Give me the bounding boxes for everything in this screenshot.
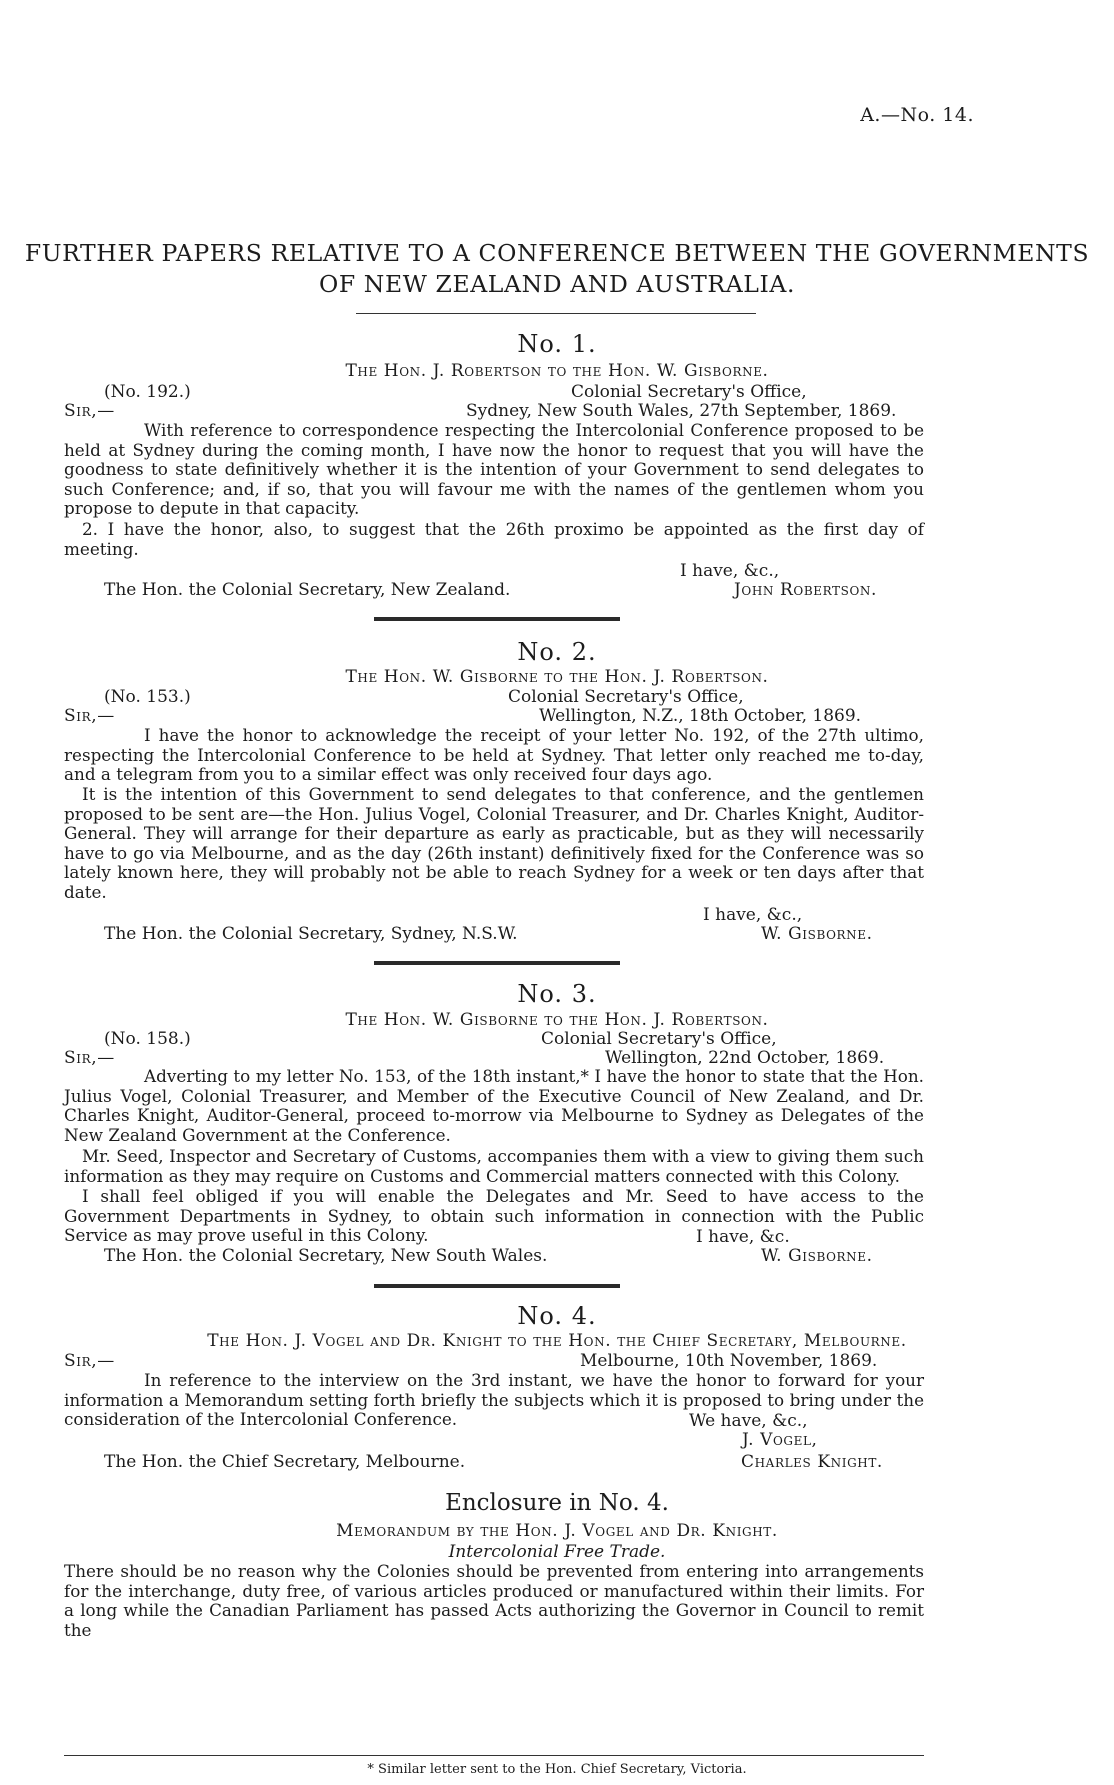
separator-rule-2 (374, 961, 620, 965)
doc4-place-date: Melbourne, 10th November, 1869. (580, 1351, 878, 1371)
separator-rule-1 (374, 617, 620, 621)
footnote-rule (64, 1755, 924, 1756)
doc3-office: Colonial Secretary's Office, (541, 1029, 777, 1049)
doc3-ref: (No. 158.) (104, 1029, 191, 1049)
doc2-closing: I have, &c., (703, 905, 803, 925)
enclosure-heading: Enclosure in No. 4. (445, 1490, 669, 1516)
separator-rule-3 (374, 1284, 620, 1288)
doc3-place-date: Wellington, 22nd October, 1869. (605, 1048, 885, 1068)
doc1-number: No. 1. (517, 330, 597, 358)
doc3-signature: W. Gisborne. (761, 1246, 873, 1266)
enclosure-subheading: Memorandum by the Hon. J. Vogel and Dr. Knight. (336, 1521, 778, 1541)
doc3-addressee: The Hon. the Colonial Secretary, New South Wales. (104, 1246, 548, 1266)
doc2-paragraph-2: It is the intention of this Government to send delegates to that conference, and the gentlemen proposed to be sent are—the Hon. Julius Vogel, Colonial Treasurer, and Dr. Charles Knight, Auditor-General. They will arrange for their departure as early as practicable, but as they will necessarily have to go via Melbourne, and as the day (26th instant) definitively fixed for the Conference was so lately known here, they will probably not be able to reach Sydney for a week or ten days after that date. (64, 784, 924, 902)
doc2-signature: W. Gisborne. (761, 924, 873, 944)
doc2-number: No. 2. (517, 638, 597, 666)
doc2-heading: The Hon. W. Gisborne to the Hon. J. Robertson. (345, 667, 769, 687)
doc4-heading: The Hon. J. Vogel and Dr. Knight to the Hon. the Chief Secretary, Melbourne. (207, 1331, 907, 1351)
doc1-ref: (No. 192.) (104, 382, 191, 402)
doc3-paragraph-2: Mr. Seed, Inspector and Secretary of Customs, accompanies them with a view to giving them such information as they may require on Customs and Commercial matters connected with this Colony. (64, 1146, 924, 1186)
doc2-salutation: Sir,— (64, 706, 115, 726)
doc1-closing: I have, &c., (680, 561, 780, 581)
doc2-office: Colonial Secretary's Office, (508, 687, 744, 707)
enclosure-topic: Intercolonial Free Trade. (448, 1542, 666, 1562)
doc3-heading: The Hon. W. Gisborne to the Hon. J. Robertson. (345, 1010, 769, 1030)
doc2-paragraph-1: I have the honor to acknowledge the receipt of your letter No. 192, of the 27th ultimo, respecting the Intercolonial Conference to be held at Sydney. That letter only reached me to-day, and a telegram from you to a similar effect was only received four days ago. (64, 725, 924, 784)
enclosure-paragraph-1: There should be no reason why the Colonies should be prevented from entering into arrangements for the interchange, duty free, of various articles produced or manufactured within their limits. For a long while the Canadian Parliament has passed Acts authorizing the Governor in Council to remit the (64, 1561, 924, 1640)
doc3-paragraph-1: Adverting to my letter No. 153, of the 18th instant,* I have the honor to state that the Hon. Julius Vogel, Colonial Treasurer, and Member of the Executive Council of New Zealand, and Dr. Charles Knight, Auditor-General, proceed to-morrow via Melbourne to Sydney as Delegates of the New Zealand Government at the Conference. (64, 1066, 924, 1145)
doc1-paragraph-2: 2. I have the honor, also, to suggest that the 26th proximo be appointed as the first day of meeting. (64, 519, 924, 559)
doc2-place-date: Wellington, N.Z., 18th October, 1869. (539, 706, 862, 726)
title-line-1: FURTHER PAPERS RELATIVE TO A CONFERENCE BETWEEN THE GOVERNMENTS (24, 239, 1090, 267)
doc1-heading: The Hon. J. Robertson to the Hon. W. Gisborne. (345, 361, 769, 381)
document-title (0, 238, 1114, 300)
doc1-signature: John Robertson. (734, 580, 878, 600)
doc2-addressee: The Hon. the Colonial Secretary, Sydney, N.S.W. (104, 924, 518, 944)
doc1-salutation: Sir,— (64, 401, 115, 421)
doc1-office: Colonial Secretary's Office, (571, 382, 807, 402)
doc3-number: No. 3. (517, 980, 597, 1008)
doc4-paragraph-1: In reference to the interview on the 3rd instant, we have the honor to forward for your information a Memorandum setting forth briefly the subjects which it is proposed to bring under the consideration of the Intercolonial Conference. (64, 1370, 924, 1429)
doc3-paragraph-3: I shall feel obliged if you will enable the Delegates and Mr. Seed to have access to the Government Departments in Sydney, to obtain such information in connection with the Public Service as may prove useful in this Colony. (64, 1186, 924, 1245)
doc4-salutation: Sir,— (64, 1351, 115, 1371)
doc2-ref: (No. 153.) (104, 687, 191, 707)
page-reference: A.—No. 14. (860, 104, 974, 126)
doc4-signature-knight: Charles Knight. (741, 1452, 883, 1472)
footnote: * Similar letter sent to the Hon. Chief Secretary, Victoria. (367, 1762, 747, 1777)
doc1-paragraph-1: With reference to correspondence respecting the Intercolonial Conference proposed to be held at Sydney during the coming month, I have now the honor to request that you will have the goodness to state definitively whether it is the intention of your Government to send delegates to such Conference; and, if so, that you will favour me with the names of the gentlemen whom you propose to depute in that capacity. (64, 420, 924, 518)
doc3-closing: I have, &c. (696, 1227, 790, 1247)
title-rule (356, 313, 756, 314)
doc1-place-date: Sydney, New South Wales, 27th September, 1869. (466, 401, 897, 421)
doc4-number: No. 4. (517, 1302, 597, 1330)
doc4-signature-vogel: J. Vogel, (742, 1430, 818, 1450)
doc1-addressee: The Hon. the Colonial Secretary, New Zealand. (104, 580, 511, 600)
doc4-addressee: The Hon. the Chief Secretary, Melbourne. (104, 1452, 466, 1472)
doc4-closing: We have, &c., (689, 1411, 808, 1431)
doc3-salutation: Sir,— (64, 1048, 115, 1068)
title-line-2: OF NEW ZEALAND AND AUSTRALIA. (318, 270, 796, 298)
